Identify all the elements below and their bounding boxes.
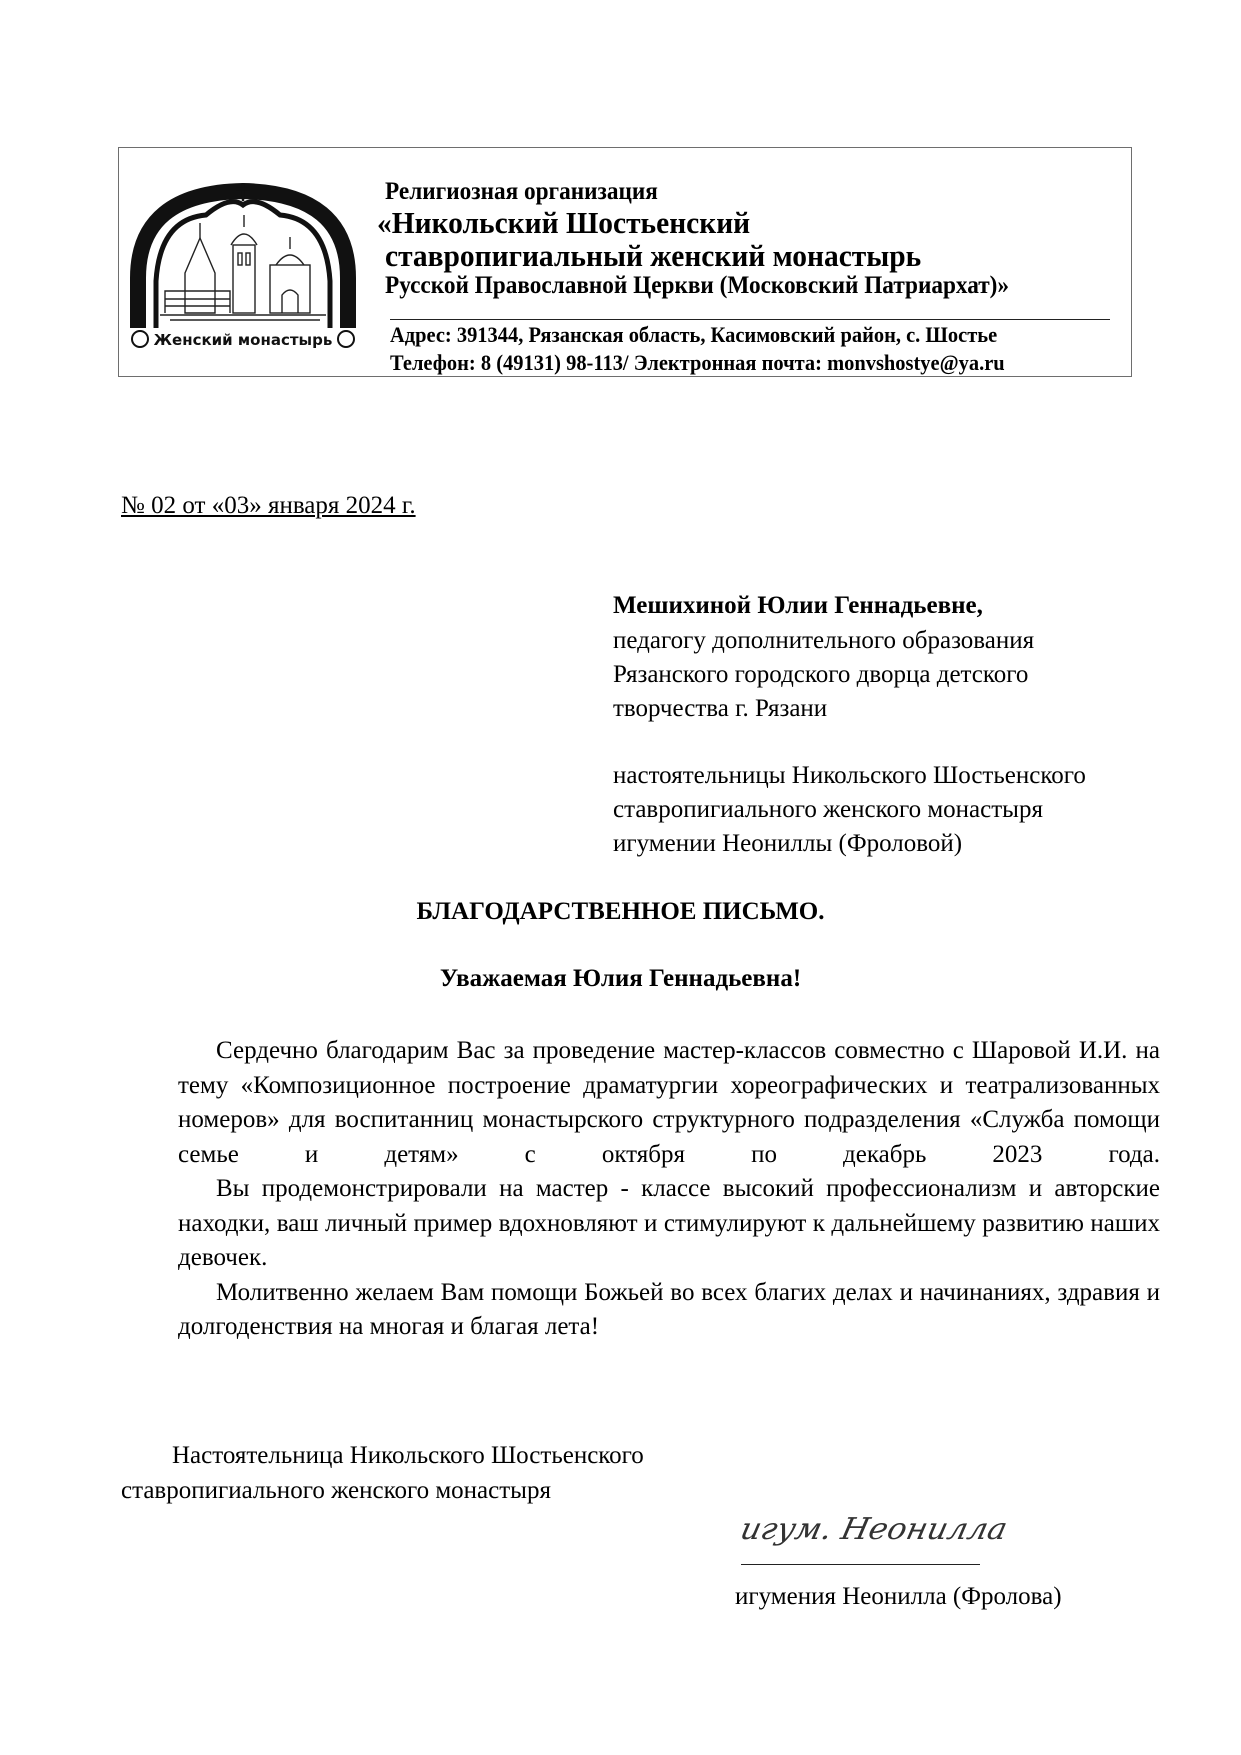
logo-caption: Женский монастырь xyxy=(153,331,333,349)
recipient-name: Мешихиной Юлии Геннадьевне, xyxy=(613,592,983,619)
signatory-position-line2: ставропигиального женского монастыря xyxy=(121,1477,551,1504)
org-type: Религиозная организация xyxy=(385,178,658,205)
recipient-line: педагогу дополнительного образования xyxy=(613,627,1035,654)
letter-body xyxy=(178,1034,1160,1345)
signatory-position-line1: Настоятельница Никольского Шостьенского xyxy=(172,1442,644,1469)
handwritten-signature: игум. Неонилла xyxy=(737,1512,1011,1547)
org-contacts: Телефон: 8 (49131) 98-113/ Электронная почта: monvshostye@ya.ru xyxy=(390,350,1005,375)
signature-line xyxy=(741,1564,980,1565)
signatory-name: игумения Неонилла (Фролова) xyxy=(735,1583,1062,1610)
letterhead-divider xyxy=(390,319,1110,320)
monastery-logo-icon xyxy=(130,183,356,353)
greeting: Уважаемая Юлия Геннадьевна! xyxy=(439,965,802,992)
recipient-line: Рязанского городского дворца детского xyxy=(613,661,1029,688)
org-address: Адрес: 391344, Рязанская область, Касимовский район, с. Шостье xyxy=(390,322,998,347)
letter-title: БЛАГОДАРСТВЕННОЕ ПИСЬМО. xyxy=(416,898,825,925)
body-paragraph: Вы продемонстрировали на мастер - классе высокий профессионализм и авторские находки, ваш личный пример вдохновляют и стимулируют к дальнейшему развитию наших девочек. xyxy=(178,1175,1160,1271)
body-paragraph: Молитвенно желаем Вам помощи Божьей во всех благих делах и начинаниях, здравия и долгоденствия на многая и благая лета! xyxy=(178,1278,1160,1340)
org-name-line1: «Никольский Шостьенский xyxy=(377,205,751,240)
recipient-line: творчества г. Рязани xyxy=(613,695,828,722)
document-number: № 02 от «03» января 2024 г. xyxy=(121,492,416,519)
sender-line: настоятельницы Никольского Шостьенского xyxy=(613,762,1086,789)
sender-line: игумении Неониллы (Фроловой) xyxy=(613,830,963,857)
org-name-line3: Русской Православной Церкви (Московский Патриархат)» xyxy=(385,272,1010,299)
sender-line: ставропигиального женского монастыря xyxy=(613,796,1043,823)
org-name-line2: ставропигиальный женский монастырь xyxy=(385,238,922,273)
body-paragraph: Сердечно благодарим Вас за проведение мастер-классов совместно с Шаровой И.И. на тему «Композиционное построение драматургии хореографических и театрализованных номеров» для воспитанниц монастырского структурного подразделения «Служба помощи семье и детям» с октября по декабрь 2023 года. xyxy=(178,1037,1160,1168)
